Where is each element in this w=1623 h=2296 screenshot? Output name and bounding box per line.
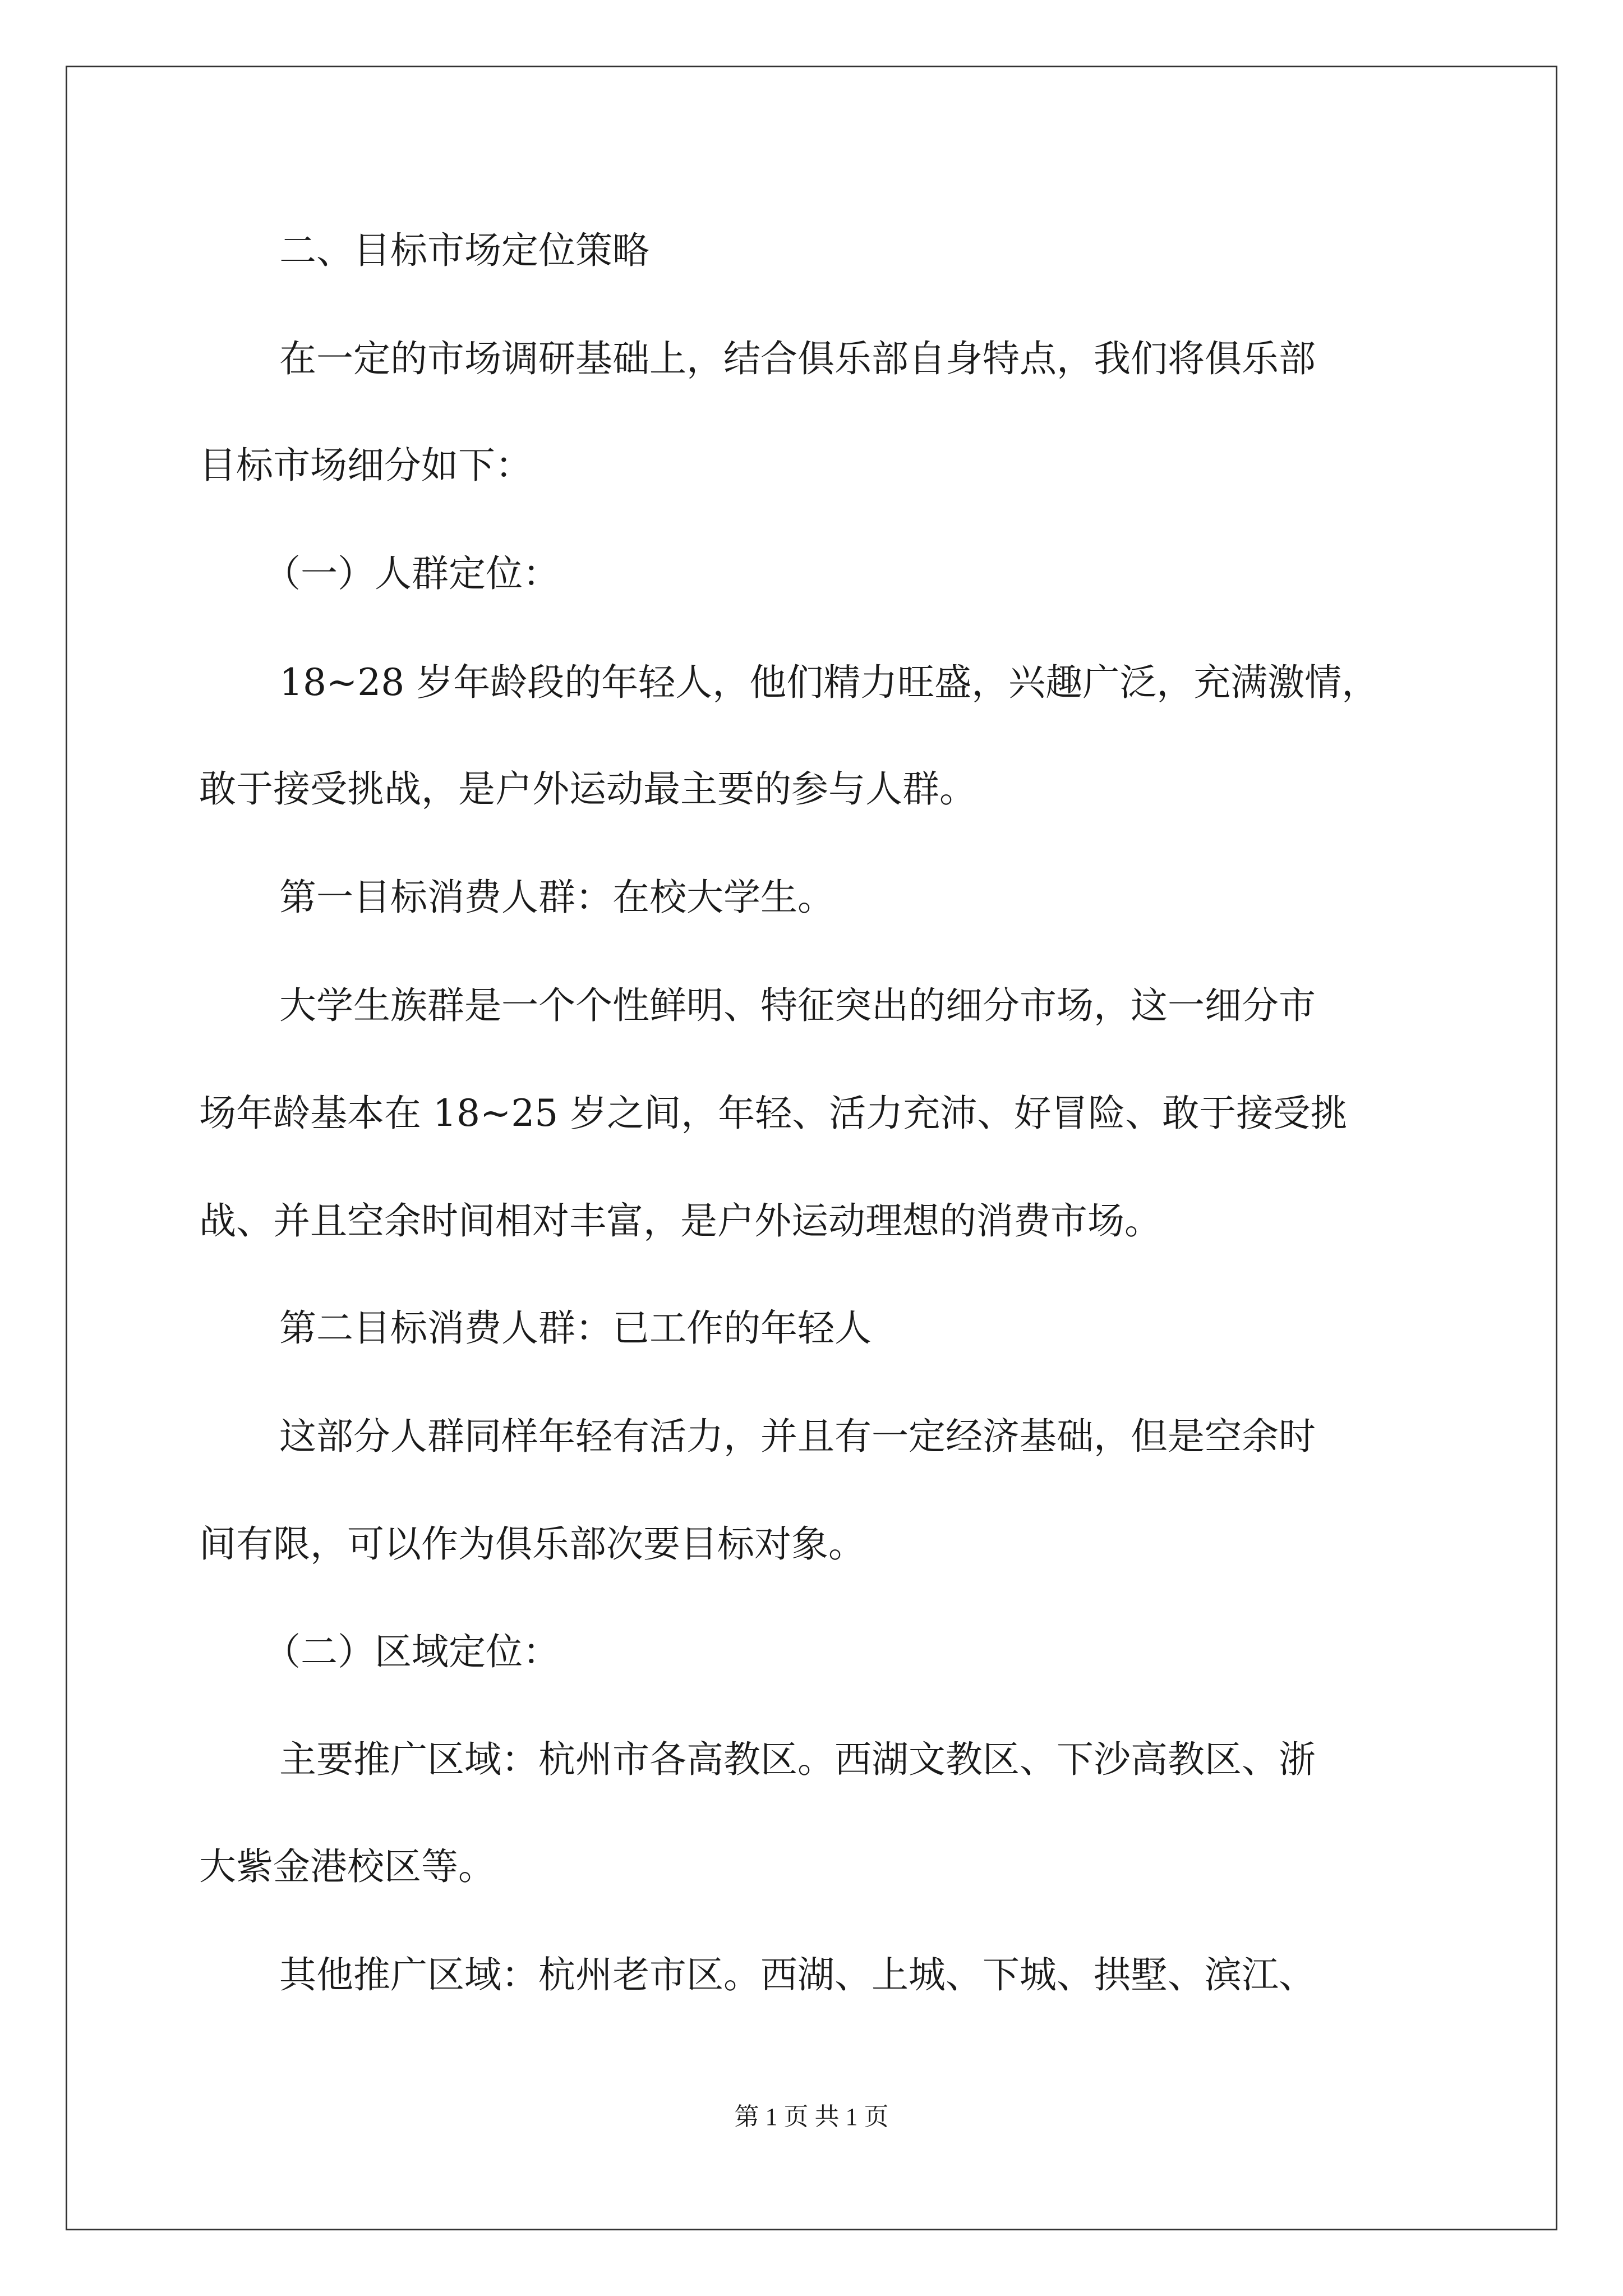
- paragraph-line: [0, 657, 1623, 708]
- text-line: 间有限，可以作为俱乐部次要目标对象。: [199, 1522, 865, 1566]
- text-line: （二）区域定位：: [264, 1630, 560, 1673]
- text-line: 二、目标市场定位策略: [279, 229, 649, 272]
- text-line: 其他推广区域：杭州老市区。西湖、上城、下城、拱墅、滨江、: [279, 1953, 1316, 1996]
- paragraph-line: [0, 1196, 1623, 1246]
- page-footer: [0, 2100, 1623, 2134]
- text-line: 第二目标消费人群：已工作的年轻人: [279, 1306, 872, 1350]
- section-heading: [0, 226, 1623, 276]
- paragraph-line: [0, 981, 1623, 1031]
- subsection-heading: [0, 549, 1623, 599]
- paragraph-line: [0, 872, 1623, 923]
- paragraph-line: [0, 1411, 1623, 1462]
- subsection-heading: [0, 1627, 1623, 1677]
- paragraph-line: [0, 764, 1623, 815]
- page-number: 第 1 页 共 1 页: [734, 2103, 889, 2131]
- text-line: 大学生族群是一个个性鲜明、特征突出的细分市场，这一细分市: [279, 984, 1316, 1027]
- paragraph-line: [0, 334, 1623, 384]
- page-border: [66, 66, 1557, 2230]
- paragraph-line: [0, 1519, 1623, 1570]
- text-line: （一）人群定位：: [264, 552, 560, 595]
- text-line: 这部分人群同样年轻有活力，并且有一定经济基础，但是空余时: [279, 1415, 1316, 1458]
- paragraph-line: [0, 440, 1623, 491]
- paragraph-line: [0, 1303, 1623, 1354]
- text-line: 大紫金港校区等。: [199, 1845, 495, 1888]
- paragraph-line: [0, 1734, 1623, 1785]
- text-line: 18~28 岁年龄段的年轻人，他们精力旺盛，兴趣广泛，充满激情，: [279, 661, 1379, 704]
- text-line: 主要推广区域：杭州市各高教区。西湖文教区、下沙高教区、浙: [279, 1738, 1316, 1781]
- text-line: 战、并且空余时间相对丰富，是户外运动理想的消费市场。: [199, 1199, 1161, 1243]
- paragraph-line: [0, 1088, 1623, 1139]
- text-line: 场年龄基本在 18~25 岁之间，年轻、活力充沛、好冒险、敢于接受挑: [199, 1092, 1348, 1135]
- text-line: 敢于接受挑战，是户外运动最主要的参与人群。: [199, 767, 976, 811]
- paragraph-line: [0, 1950, 1623, 2000]
- text-line: 目标市场细分如下：: [199, 444, 532, 487]
- text-line: 在一定的市场调研基础上，结合俱乐部自身特点，我们将俱乐部: [279, 337, 1316, 380]
- paragraph-line: [0, 1842, 1623, 1892]
- text-line: 第一目标消费人群：在校大学生。: [279, 876, 834, 919]
